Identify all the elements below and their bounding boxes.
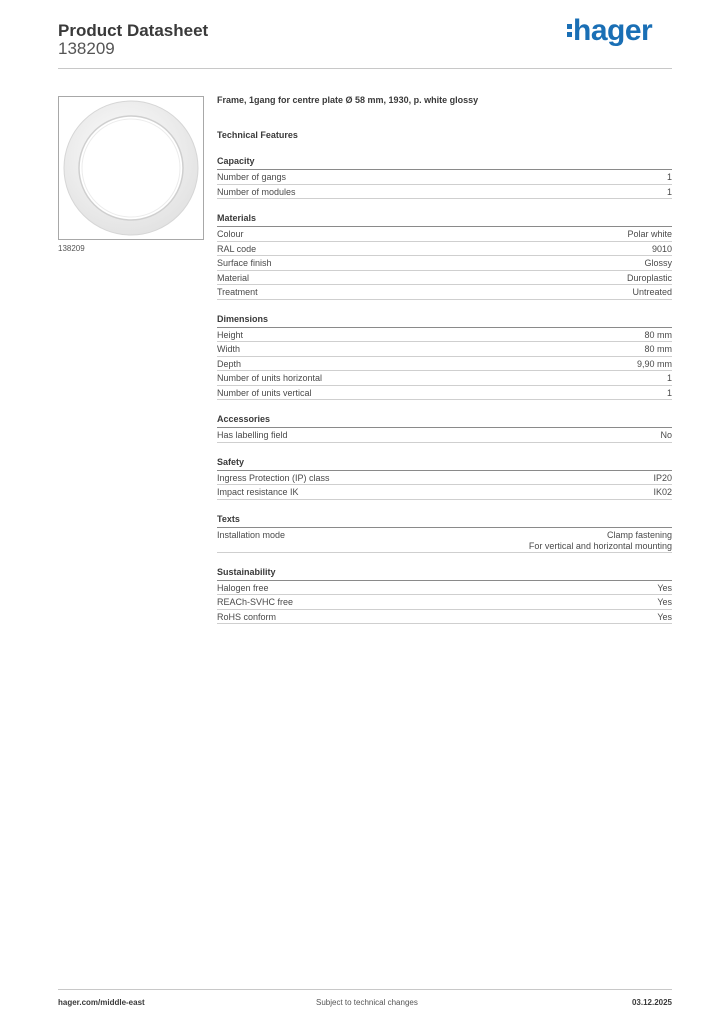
- product-description: Frame, 1gang for centre plate Ø 58 mm, 1930, p. white glossy: [217, 95, 479, 105]
- spec-value: Duroplastic: [626, 272, 672, 283]
- spec-value: Yes: [657, 597, 672, 607]
- image-caption: 138209: [58, 244, 85, 253]
- spec-row: [217, 371, 672, 386]
- spec-label: Has labelling field: [217, 430, 288, 440]
- spec-section: [217, 156, 672, 199]
- hager-logo: [567, 14, 652, 48]
- features-heading: Technical Features: [217, 130, 298, 140]
- spec-row: [217, 528, 672, 553]
- spec-panel: [217, 95, 672, 624]
- footer-divider: [58, 989, 672, 990]
- spec-row: [217, 581, 672, 596]
- spec-section: [217, 567, 672, 625]
- spec-value: No: [660, 430, 672, 440]
- spec-value: IK02: [653, 487, 672, 497]
- spec-row: [217, 242, 672, 257]
- spec-value: Untreated: [632, 287, 672, 297]
- spec-label: RoHS conform: [217, 611, 277, 622]
- page-title: Product Datasheet: [58, 21, 209, 40]
- spec-label: REACh-SVHC free: [217, 597, 294, 607]
- spec-row: [217, 357, 672, 372]
- spec-row: [217, 342, 672, 357]
- spec-section: [217, 314, 672, 401]
- spec-row: [217, 271, 672, 286]
- spec-row: [217, 256, 672, 271]
- spec-value: IP20: [653, 472, 672, 483]
- spec-label: RAL code: [217, 243, 257, 254]
- spec-value: 1: [666, 172, 672, 182]
- spec-label: Material: [217, 272, 250, 283]
- header-divider: [58, 68, 672, 69]
- spec-value: 9010: [651, 243, 672, 254]
- spec-label: Halogen free: [217, 582, 269, 593]
- section-title: Texts: [217, 514, 672, 528]
- spec-label: Colour: [217, 229, 244, 239]
- section-title: Dimensions: [217, 314, 672, 328]
- spec-label: Surface finish: [217, 258, 272, 268]
- spec-value: Yes: [657, 582, 672, 593]
- logo-text: hager: [573, 14, 653, 47]
- spec-value-line: Clamp fastening: [606, 529, 672, 540]
- spec-label: Number of units vertical: [217, 387, 312, 398]
- spec-section: [217, 514, 672, 553]
- footer-date: 03.12.2025: [631, 998, 672, 1007]
- spec-label: Number of units horizontal: [217, 373, 323, 383]
- section-title: Materials: [217, 213, 672, 227]
- spec-label: Depth: [217, 358, 242, 369]
- spec-section: [217, 457, 672, 500]
- section-title: Accessories: [217, 414, 672, 428]
- spec-section: [217, 414, 672, 443]
- footer-website: hager.com/middle-east: [58, 998, 145, 1007]
- spec-row: [217, 471, 672, 486]
- spec-sections: [217, 156, 672, 624]
- spec-value: 1: [666, 373, 672, 383]
- spec-row: [217, 227, 672, 242]
- spec-label: Height: [217, 329, 244, 340]
- frame-ring-icon: [59, 97, 203, 239]
- spec-label: Treatment: [217, 287, 258, 297]
- spec-value: 9,90 mm: [636, 358, 672, 369]
- spec-row: [217, 428, 672, 443]
- spec-value-line: For vertical and horizontal mounting: [528, 540, 672, 551]
- spec-label: Number of modules: [217, 186, 296, 197]
- spec-value: 80 mm: [644, 344, 672, 354]
- spec-row: [217, 328, 672, 343]
- footer-disclaimer: Subject to technical changes: [316, 998, 418, 1007]
- spec-row: [217, 485, 672, 500]
- spec-row: [217, 386, 672, 401]
- spec-value: [529, 530, 672, 552]
- spec-row: [217, 595, 672, 610]
- spec-row: [217, 610, 672, 625]
- spec-value: Glossy: [644, 258, 672, 268]
- spec-label: Ingress Protection (IP) class: [217, 472, 330, 483]
- spec-value: 1: [666, 186, 672, 197]
- section-title: Capacity: [217, 156, 672, 170]
- spec-row: [217, 185, 672, 200]
- spec-row: [217, 170, 672, 185]
- spec-label: Impact resistance IK: [217, 487, 299, 497]
- section-title: Safety: [217, 457, 672, 471]
- spec-value: Polar white: [627, 229, 672, 239]
- spec-value: 1: [666, 387, 672, 398]
- spec-section: [217, 213, 672, 300]
- spec-label: Width: [217, 344, 241, 354]
- section-title: Sustainability: [217, 567, 672, 581]
- spec-row: [217, 285, 672, 300]
- spec-label: Installation mode: [217, 529, 286, 540]
- product-number: 138209: [58, 39, 115, 58]
- product-image: [58, 96, 204, 240]
- spec-value: Yes: [657, 611, 672, 622]
- spec-label: Number of gangs: [217, 172, 287, 182]
- spec-value: 80 mm: [644, 329, 672, 340]
- logo-dots-icon: [567, 21, 572, 40]
